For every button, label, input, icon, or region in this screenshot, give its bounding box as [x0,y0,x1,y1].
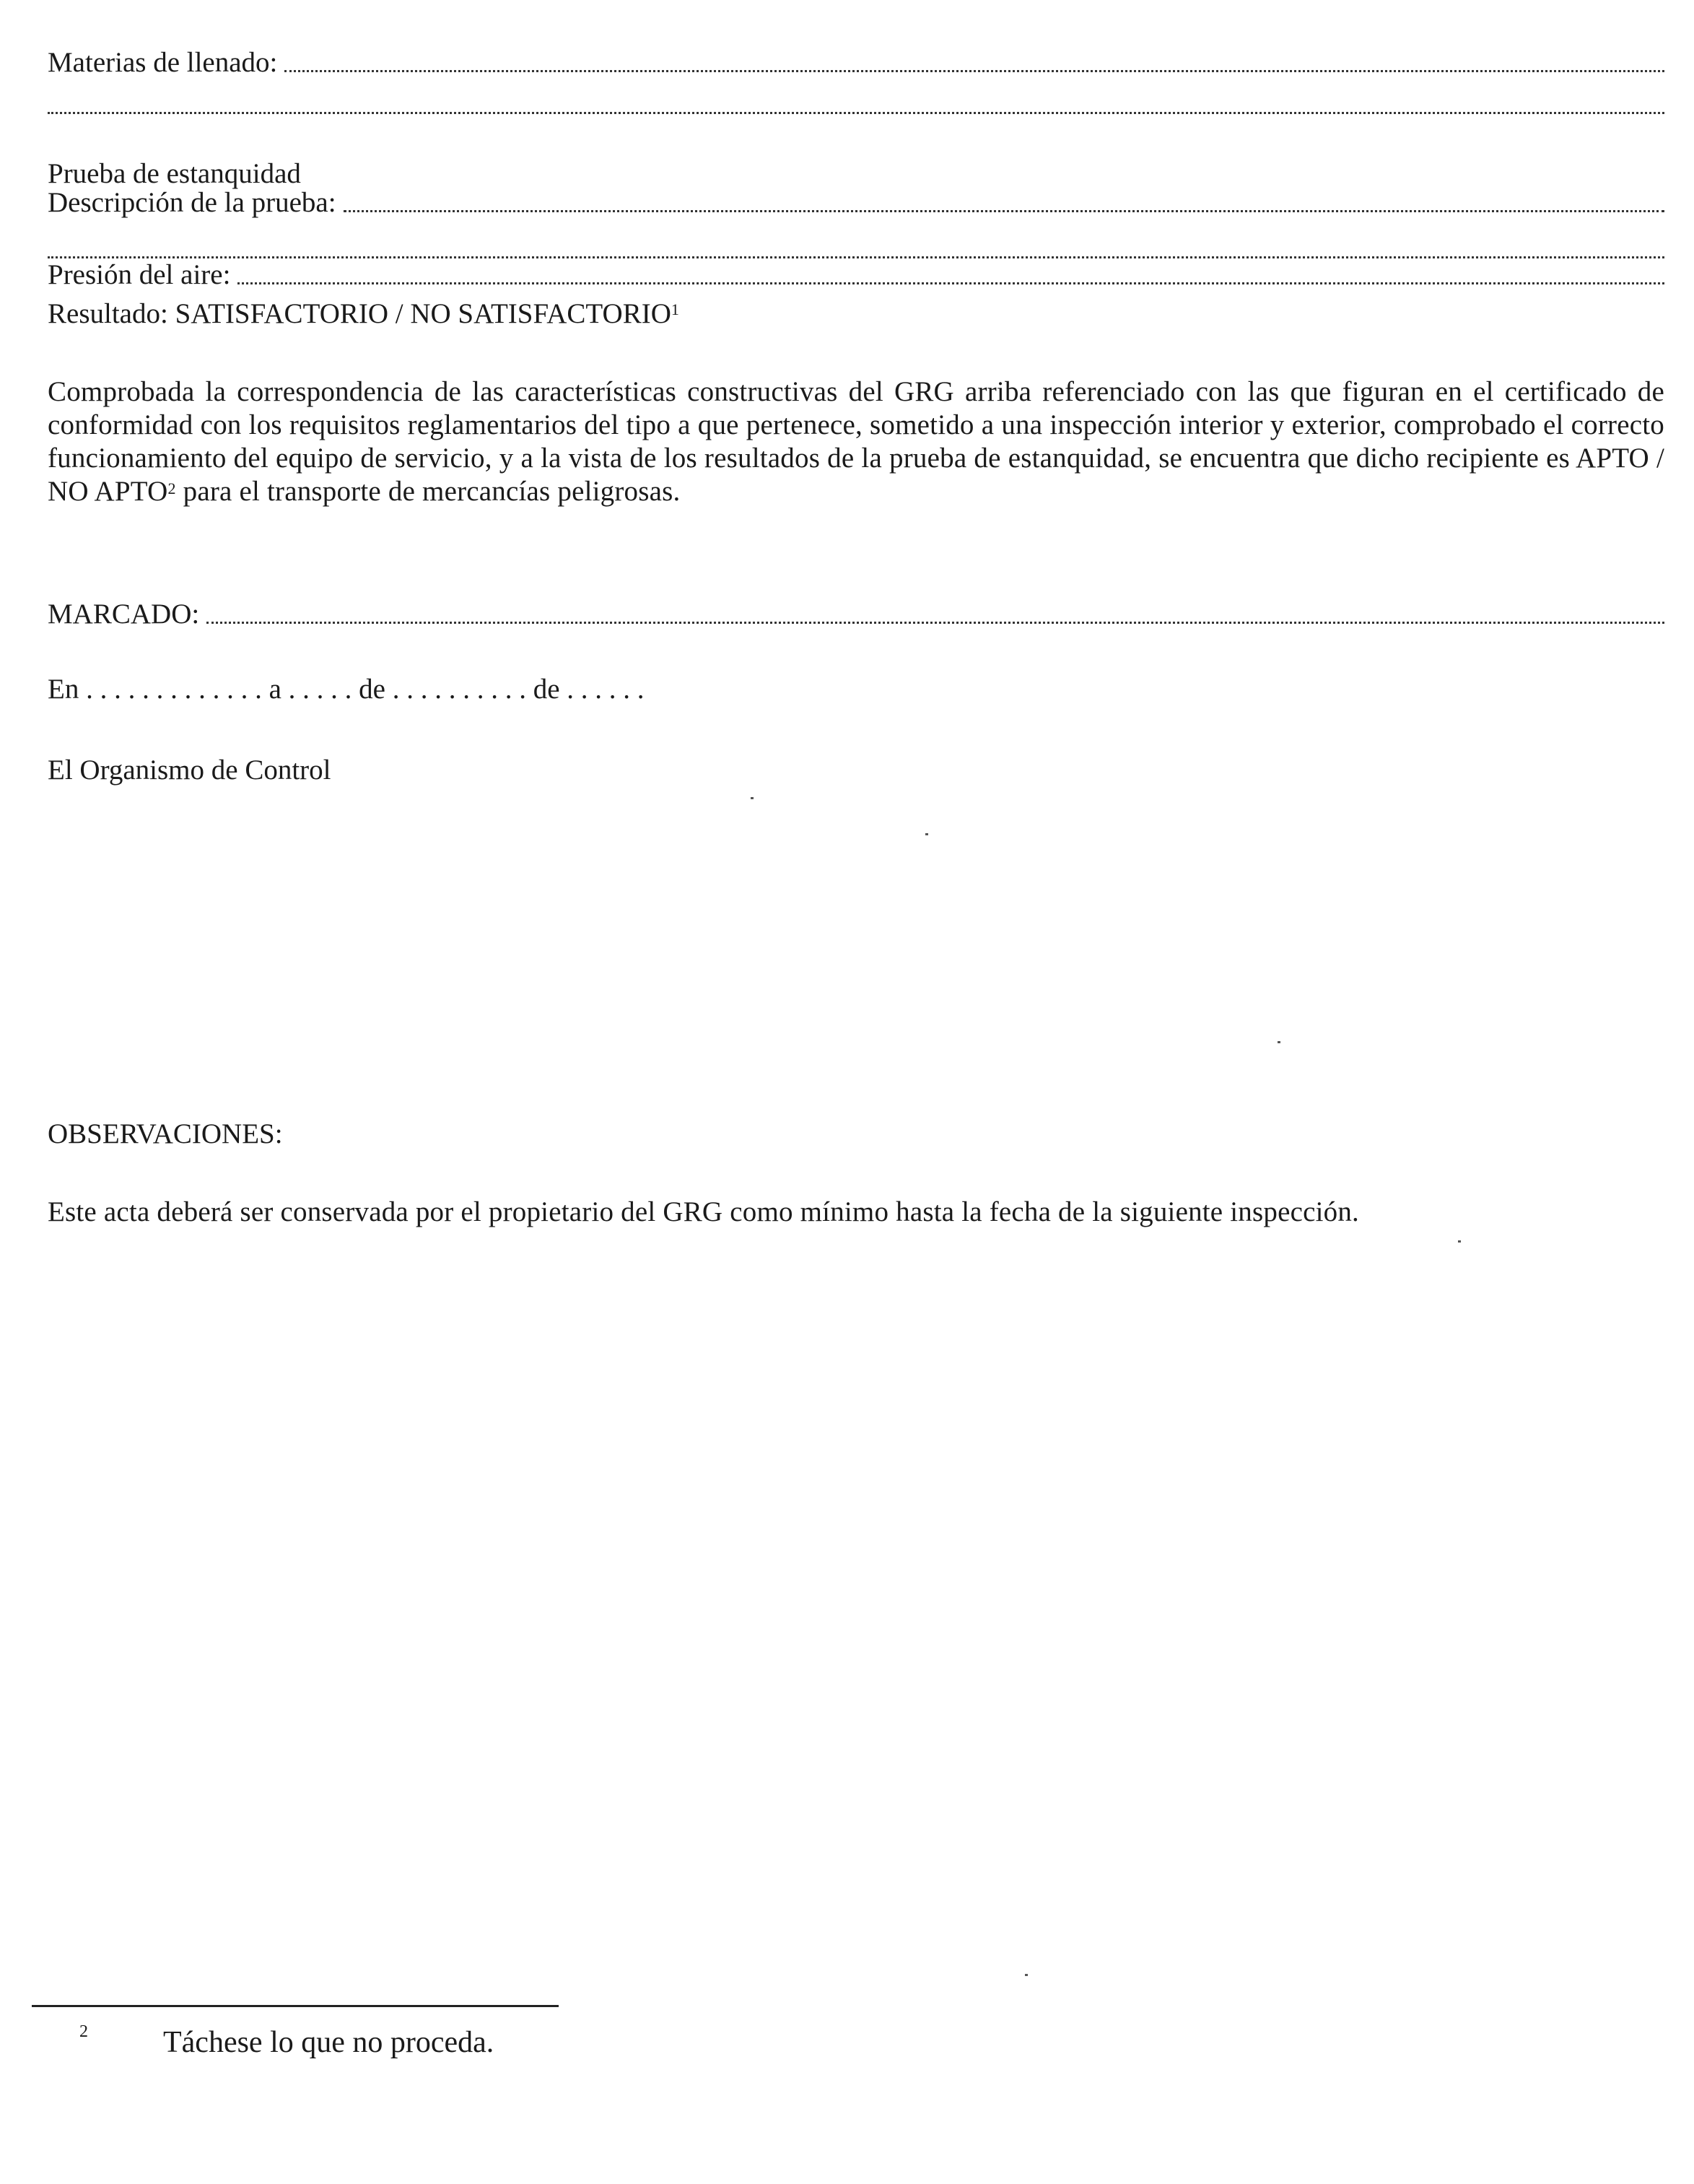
materias-label: Materias de llenado: [48,47,278,78]
observaciones-label: OBSERVACIONES: [48,1118,283,1149]
paragraph-tail-text: para el transporte de mercancías peligrosas. [175,476,681,507]
materias-dotted-line-2[interactable] [48,112,1664,114]
resultado-footnote-ref: 1 [671,300,679,318]
marcado-field [48,595,1664,631]
scan-speck [925,833,928,835]
prueba-heading: Prueba de estanquidad [48,158,301,189]
scan-speck [1025,1974,1028,1976]
paragraph-footnote-ref: 2 [167,479,176,497]
descripcion-field [48,183,1664,219]
footnote-rule [32,2005,559,2007]
materias-dotted-line[interactable] [284,70,1664,72]
presion-field [48,256,1664,292]
materias-continuation-field [48,85,1664,121]
organismo-signature-label: El Organismo de Control [48,754,331,786]
scan-speck [1278,1041,1280,1043]
descripcion-dotted-line[interactable] [344,210,1664,212]
scan-speck [751,797,754,799]
footnote-text: Táchese lo que no proceda. [163,2026,494,2059]
resultado-line [48,297,1664,331]
materias-field [48,43,1664,79]
conservation-note: Este acta deberá ser conservada por el propietario del GRG como mínimo hasta la fecha de la siguiente inspección. [48,1196,1359,1227]
footnote-number: 2 [79,2022,88,2041]
resultado-text: Resultado: SATISFACTORIO / NO SATISFACTORIO [48,298,671,329]
descripcion-label: Descripción de la prueba: [48,187,336,218]
scan-speck [1458,1240,1461,1243]
presion-label: Presión del aire: [48,259,231,290]
conformity-paragraph [48,375,1664,508]
marcado-label: MARCADO: [48,599,200,630]
marcado-dotted-line[interactable] [206,622,1664,624]
paragraph-main-text: Comprobada la correspondencia de las características constructivas del GRG arriba referenciado con las que figuran en el certificado de conformidad con los requisitos reglamentarios del tipo a que pertenece, sometido a una inspección interior y exterior, comprobado el correcto funcionamiento del equipo de servicio, y a la vista de los resultados de la prueba de estanquidad, se encuentra que dicho recipiente es APTO / NO APTO [48,376,1664,507]
presion-dotted-line[interactable] [237,282,1664,284]
date-place-line[interactable]: En . . . . . . . . . . . . . a . . . . . de . . . . . . . . . . de . . . . . . [48,674,645,705]
